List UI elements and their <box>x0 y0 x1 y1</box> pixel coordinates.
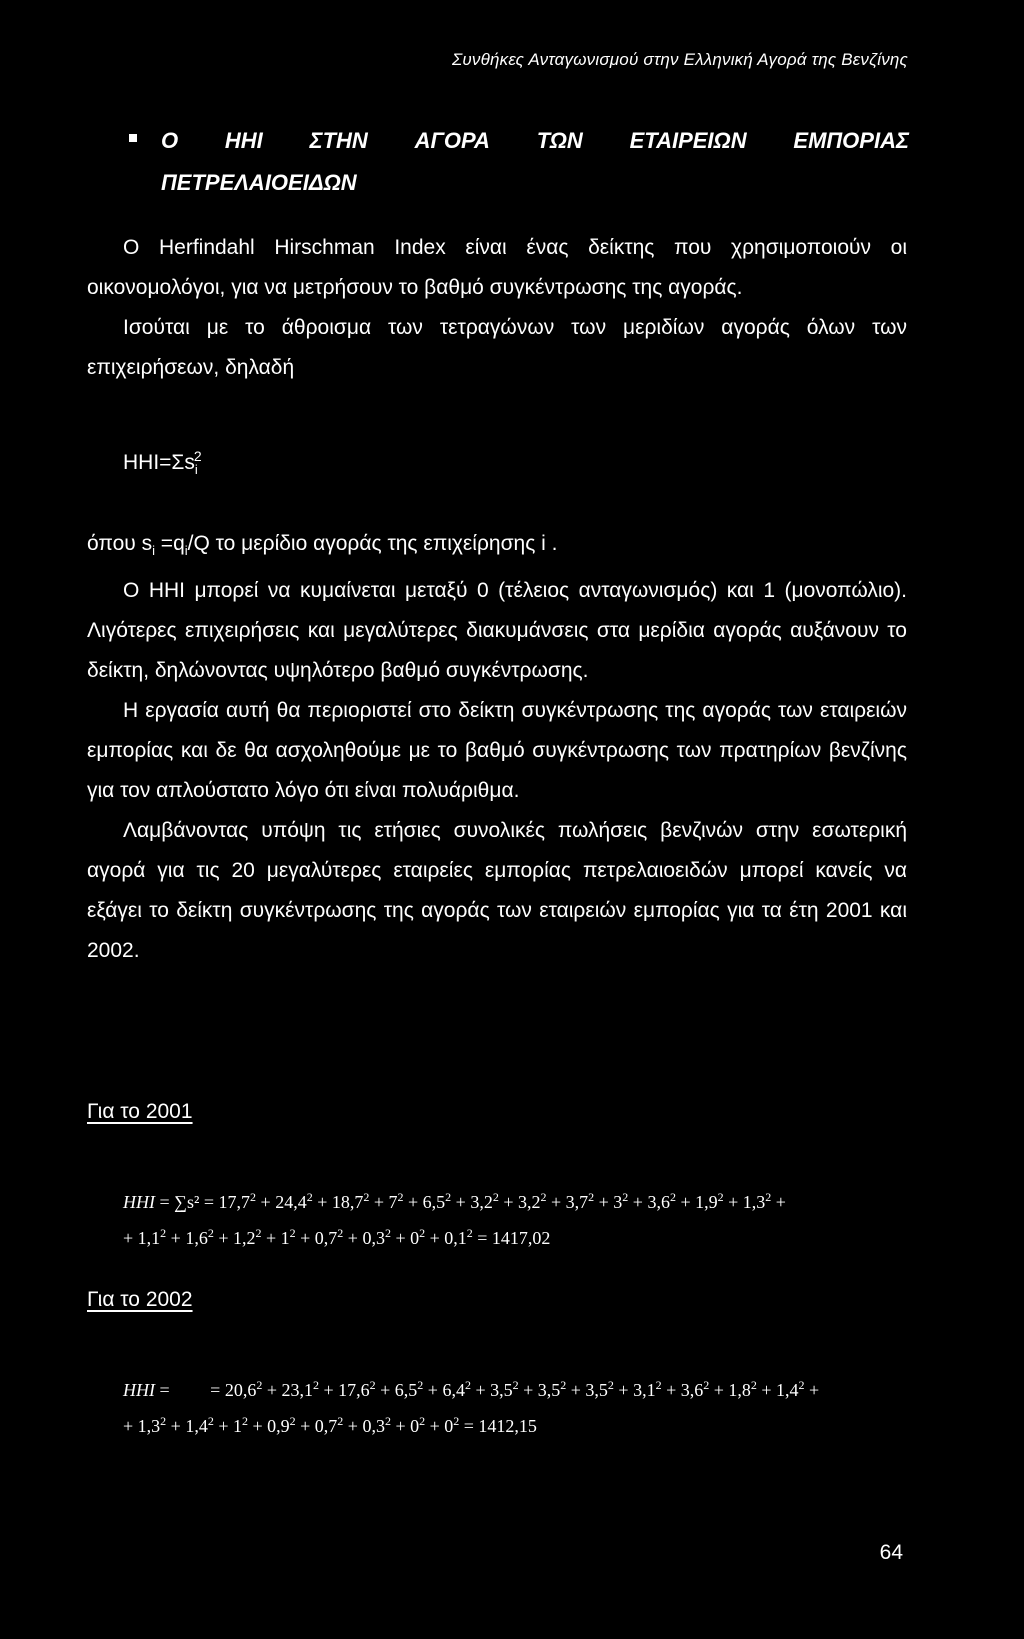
section-heading-line2: ΠΕΤΡΕΛΑΙΟΕΙΔΩΝ <box>161 170 357 195</box>
squared-term: 3 <box>613 1192 623 1212</box>
hhi-2002-equation-line1: HHI = = $20,6^2 + 23,1^2 + 17,6^2 + 6,5^2 + 6,4^2 + 3,5^2 + 3,5^2 + 3,5^2 + 3,1^2 + 3,6^2 + 1,8^2 + 1,4^2$ + <box>123 1378 820 1400</box>
formula-subscript: i <box>194 462 198 478</box>
squared-term: 3,6 <box>680 1380 704 1400</box>
squared-term: 6,5 <box>422 1192 446 1212</box>
squared-term: 24,4 <box>275 1192 307 1212</box>
squared-term: 3,5 <box>537 1380 561 1400</box>
heading-word: ΑΓΟΡΑ <box>414 128 490 153</box>
squared-term: 3,2 <box>470 1192 493 1212</box>
hhi-2002-equation-line2: + $1,3^2 + 1,4^2 + 1^2 + 0,9^2 + 0,7^2 + 0,3^2 + 0^2 + 0^2 = 1412,15$ <box>123 1414 537 1436</box>
squared-term: 0,7 <box>314 1228 338 1248</box>
squared-term: 1,8 <box>728 1380 751 1400</box>
squared-term: 3,7 <box>565 1192 589 1212</box>
hhi-2001-equation-line1: HHI = $\sum s^2 = 17,7^2 + 24,4^2 + 18,7^2 + 7^2 + 6,5^2 + 3,2^2 + 3,2^2 + 3,7^2 + 3^2 + 3,6^2 + 1,9^2 + 1,3^2$ + <box>123 1190 786 1212</box>
squared-term: 0,3 <box>362 1228 385 1248</box>
section-heading <box>129 120 909 204</box>
squared-term: 3,2 <box>517 1192 541 1212</box>
squared-term: 6,5 <box>394 1380 418 1400</box>
hhi-2001-equation-line2: + $1,1^2 + 1,6^2 + 1,2^2 + 1^2 + 0,7^2 + 0,3^2 + 0^2 + 0,1^2 = 1417,02$ <box>123 1226 551 1248</box>
heading-word: ΗΗΙ <box>224 128 263 153</box>
squared-term: 1,6 <box>185 1228 208 1248</box>
method-text: Λαμβάνοντας υπόψη τις ετήσιες συνολικές πωλήσεις βενζινών στην εσωτερική αγορά για τις 20 μεγαλύτερες εταιρείες εμπορίας πετρελαιοειδών μπορεί κανείς να εξάγει το δείκτη συγκέντρωσης της αγοράς των εταιρειών εμπορίας για τα έτη 2001 και 2002. <box>87 819 907 963</box>
squared-term: 3,6 <box>647 1192 670 1212</box>
formula-lhs: HHI=Σs <box>123 451 195 474</box>
heading-word: ΣΤΗΝ <box>309 128 368 153</box>
squared-term: 20,6 <box>224 1380 257 1400</box>
squared-term: 1,2 <box>232 1228 256 1248</box>
squared-term: 1,1 <box>137 1228 161 1248</box>
squared-term: 1,3 <box>137 1416 161 1436</box>
hhi-definition-formula <box>123 448 202 477</box>
squared-term: 3,5 <box>585 1380 608 1400</box>
squared-term: 0,9 <box>267 1416 290 1436</box>
intro-continuation: Ισούται με το άθροισμα των τετραγώνων των μεριδίων αγοράς όλων των επιχειρήσεων, δηλαδή <box>87 316 907 379</box>
hhi-2002-result: 1412,15 <box>478 1416 537 1436</box>
squared-term: 0,7 <box>314 1416 338 1436</box>
squared-term: 1,3 <box>742 1192 766 1212</box>
squared-term: 1,4 <box>776 1380 799 1400</box>
where-line: όπου $s_i =q_i/Q$ το μερίδιο αγοράς της επιχείρησης i . <box>87 532 558 559</box>
squared-term: 6,4 <box>442 1380 465 1400</box>
page-number: 64 <box>879 1541 903 1564</box>
scope-text: Η εργασία αυτή θα περιοριστεί στο δείκτη συγκέντρωσης της αγοράς των εταιρειών εμπορίας και δε θα ασχοληθούμε με το βαθμό συγκέντρωσης των πρατηρίων βενζίνης για τον απλούστατο λόγο ότι είναι πολυάριθμα. <box>87 699 907 803</box>
squared-term: 0,1 <box>444 1228 467 1248</box>
squared-term: 18,7 <box>331 1192 364 1212</box>
heading-word: ΕΜΠΟΡΙΑΣ <box>793 128 909 153</box>
section-heading-line1 <box>161 120 909 162</box>
definition-paragraph <box>87 524 907 971</box>
running-header: Συνθήκες Ανταγωνισμού στην Ελληνική Αγορά της Βενζίνης <box>451 50 908 69</box>
squared-term: 1,4 <box>185 1416 208 1436</box>
year-2001-heading: Για το 2001 <box>87 1100 193 1123</box>
squared-term: 17,7 <box>218 1192 251 1212</box>
squared-term: 3,1 <box>633 1380 656 1400</box>
squared-term: 3,5 <box>490 1380 513 1400</box>
heading-word: ΤΩΝ <box>536 128 583 153</box>
heading-word: Ο <box>161 128 179 153</box>
bullet-square-icon <box>129 134 137 142</box>
intro-paragraph <box>87 228 907 388</box>
squared-term: 0 <box>410 1416 420 1436</box>
squared-term: 23,1 <box>281 1380 313 1400</box>
year-2002-heading: Για το 2002 <box>87 1288 193 1311</box>
squared-term: 17,6 <box>338 1380 370 1400</box>
heading-word: ΕΤΑΙΡΕΙΩΝ <box>629 128 747 153</box>
range-text: Ο ΗΗΙ μπορεί να κυμαίνεται μεταξύ 0 (τέλειος ανταγωνισμός) και 1 (μονοπώλιο). Λιγότερες επιχειρήσεις και μεγαλύτερες διακυμάνσεις στα μερίδια αγοράς αυξάνουν το δείκτη, δηλώνοντας υψηλότερο βαθμό συγκέντρωσης. <box>87 579 907 683</box>
squared-term: 0 <box>410 1228 420 1248</box>
intro-text: Ο Herfindahl Hirschman Index είναι ένας δείκτης που χρησιμοποιούν οι οικονομολόγοι, για να μετρήσουν το βαθμό συγκέντρωσης της αγοράς. <box>87 236 907 299</box>
squared-term: 1,9 <box>695 1192 718 1212</box>
squared-term: 1 <box>232 1416 242 1436</box>
squared-term: 7 <box>388 1192 398 1212</box>
hhi-2001-result: 1417,02 <box>491 1228 551 1248</box>
squared-term: 1 <box>280 1228 290 1248</box>
squared-term: 0 <box>444 1416 454 1436</box>
formula-superscript: 2 <box>193 448 202 464</box>
squared-term: 0,3 <box>362 1416 385 1436</box>
